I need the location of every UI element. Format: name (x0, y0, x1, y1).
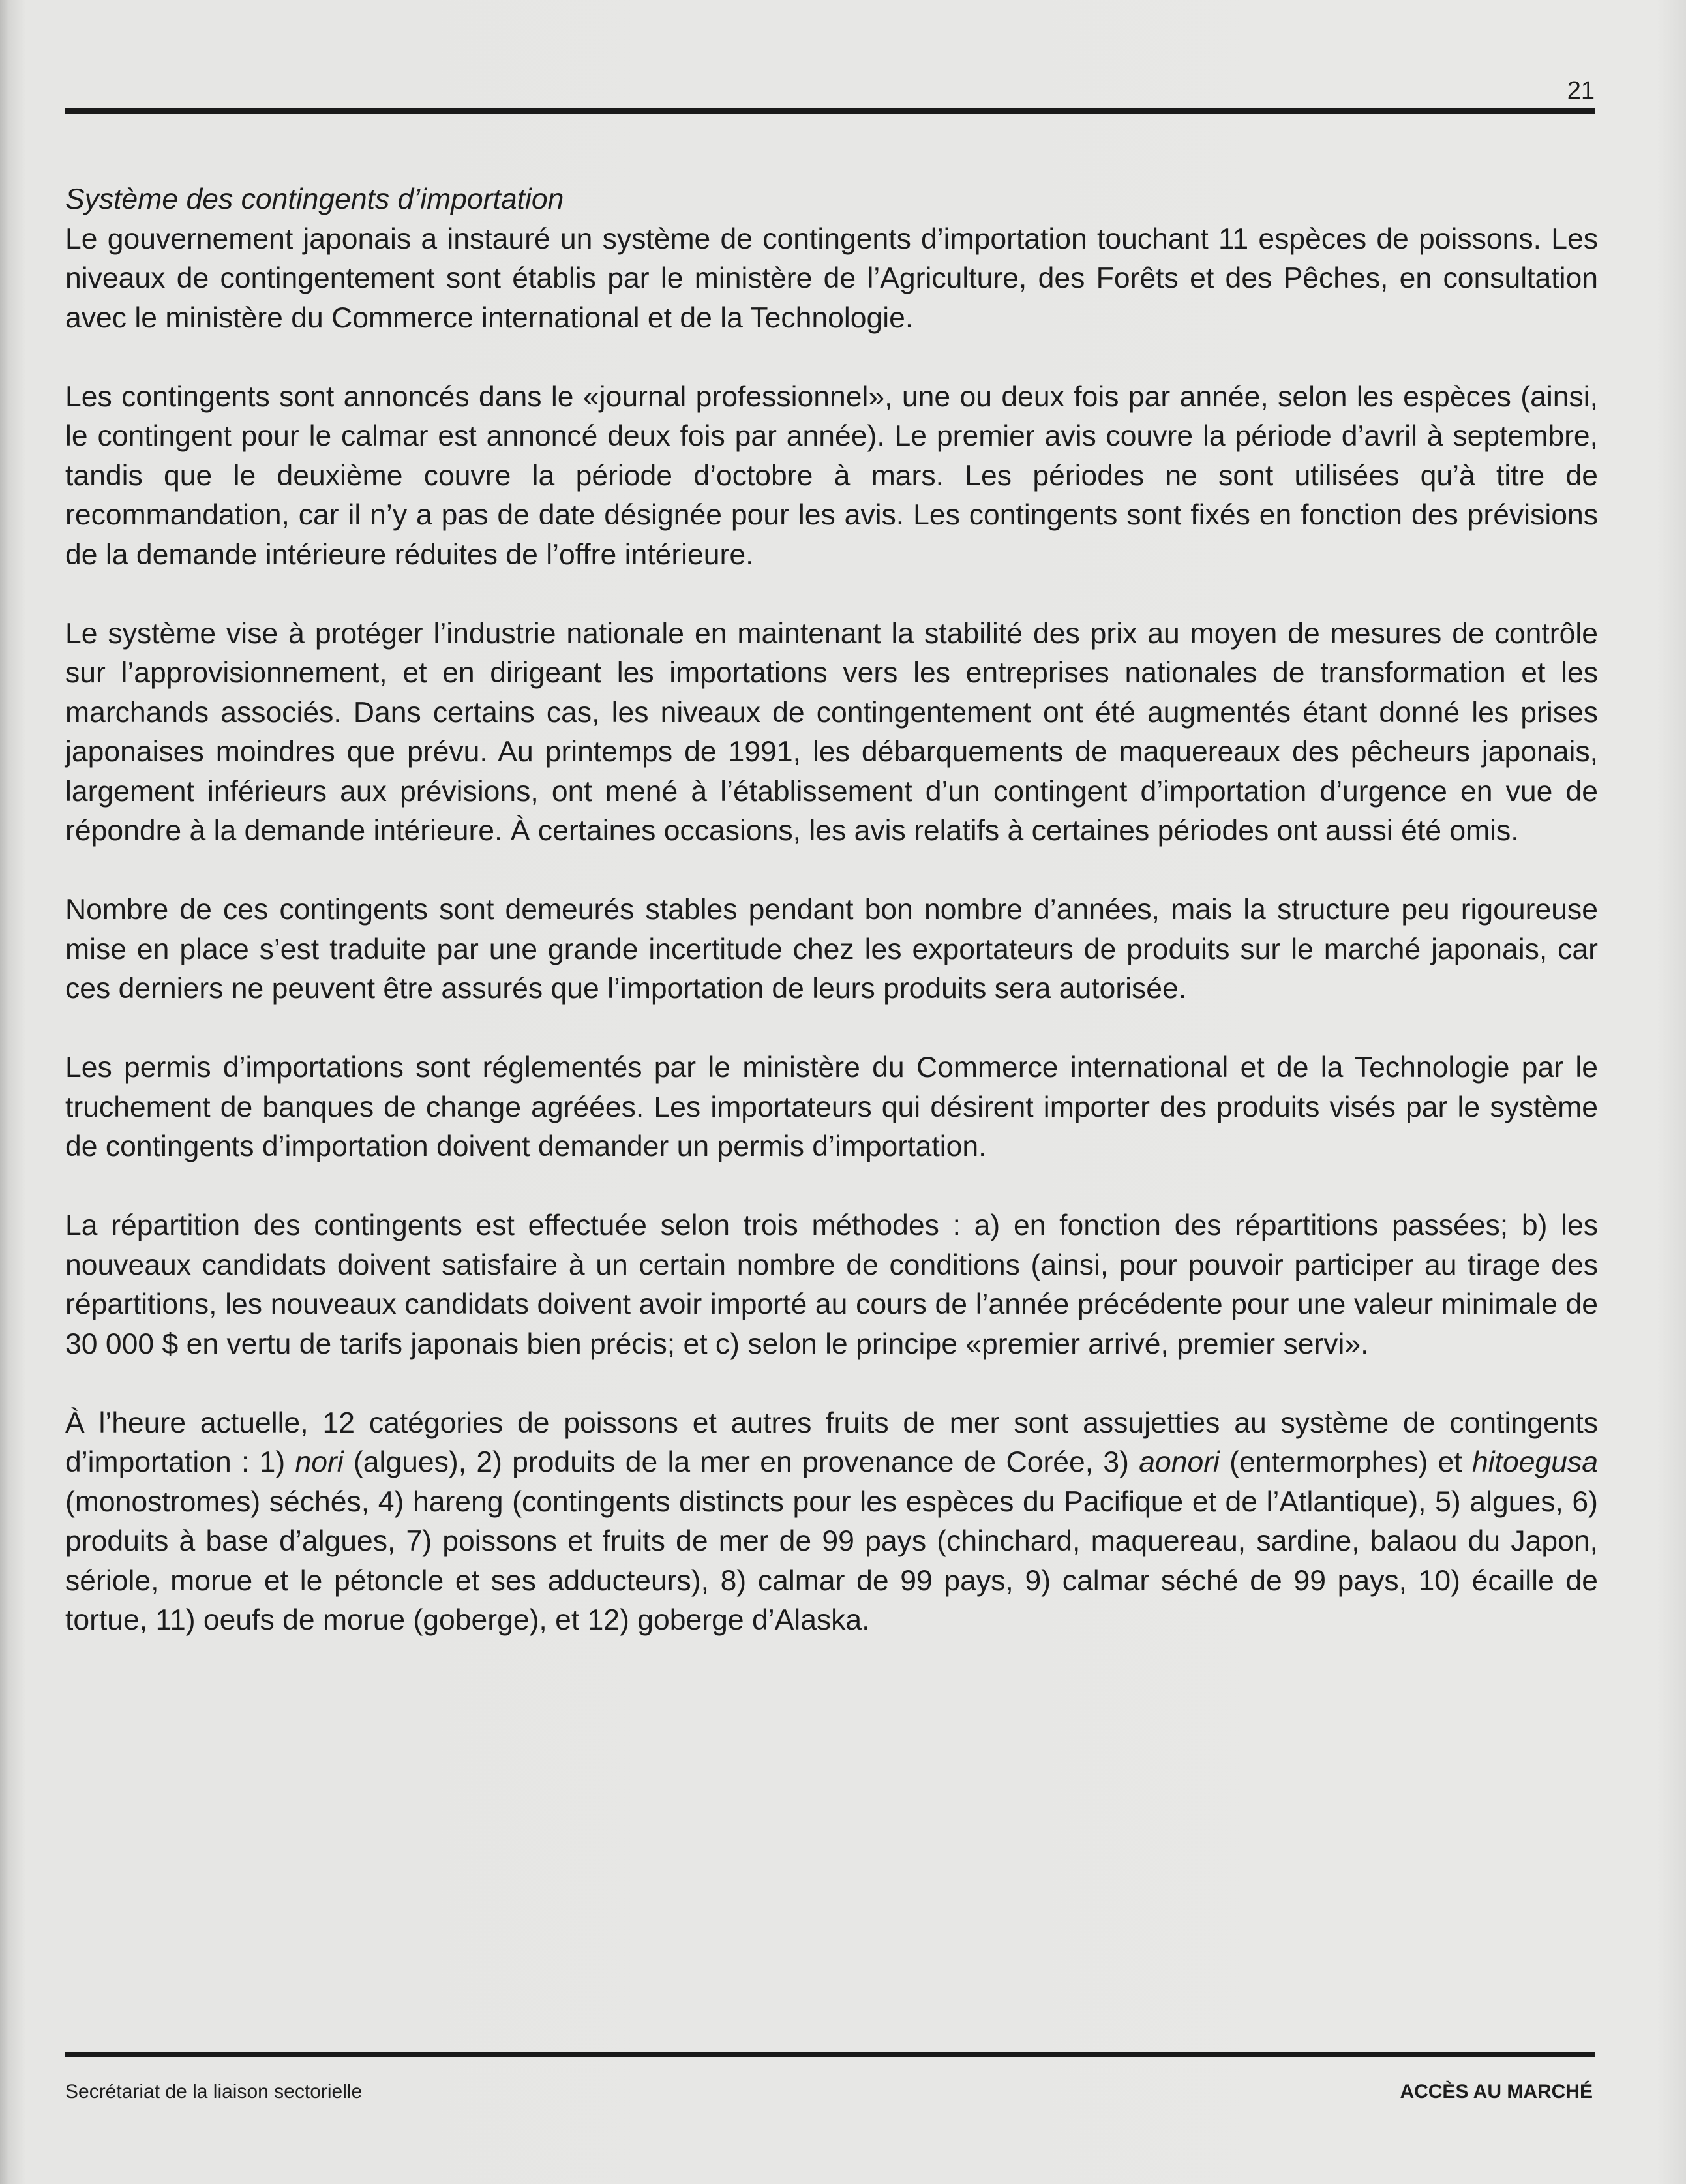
paragraph-quota-system: Le gouvernement japonais a instauré un système de contingents d’importation touchant 11 espèces de poissons. Les niveaux de contingentement sont établis par le ministère de l’Agriculture, des Forêts et des Pêches, en consultation avec le ministère du Commerce international et de la Technologie. (65, 222, 1598, 334)
categories-text-3: (entermorphes) et (1219, 1446, 1472, 1478)
paragraph-system-purpose: Le système vise à protéger l’industrie nationale en maintenant la stabilité des prix au moyen de mesures de contrôle sur l’approvisionnement, et en dirigeant les importations vers les entreprises nationales de transformation et les marchands associés. Dans certains cas, les niveaux de contingentement ont été augmentés étant donné les prises japonaises moindres que prévu. Au printemps de 1991, les débarquements de maquereaux des pêcheurs japonais, largement inférieurs aux prévisions, ont mené à l’établissement d’un contingent d’importation d’urgence en vue de répondre à la demande intérieure. À certaines occasions, les avis relatifs à certaines périodes ont aussi été omis. (65, 617, 1598, 847)
categories-text-1: À l’heure actuelle, 12 catégories de poissons et autres fruits de mer sont assujetties au système de contingents d’importation : 1) (65, 1406, 1598, 1478)
term-hitoegusa: hitoegusa (1472, 1446, 1598, 1478)
paragraph-announcements: Les contingents sont annoncés dans le «journal professionnel», une ou deux fois par année, selon les espèces (ainsi, le contingent pour le calmar est annoncé deux fois par année). Le premier avis couvre la période d’avril à septembre, tandis que le deuxième couvre la période d’octobre à mars. Les périodes ne sont utilisées qu’à titre de recommandation, car il n’y a pas de date désignée pour les avis. Les contingents sont fixés en fonction des prévisions de la demande intérieure réduites de l’offre intérieure. (65, 380, 1598, 571)
categories-text-4: (monostromes) séchés, 4) hareng (contingents distincts pour les espèces du Pacifique et de l’Atlantique), 5) algues, 6) produits à base d’algues, 7) poissons et fruits de mer de 99 pays (chinchard, maquereau, sardine, balaou du Japon, sériole, morue et le pétoncle et ses adducteurs), 8) calmar de 99 pays, 9) calmar séché de 99 pays, 10) écaille de tortue, 11) oeufs de morue (goberge), et 12) goberge d’Alaska. (65, 1485, 1598, 1636)
page-number: 21 (1567, 77, 1595, 104)
paragraph-import-permits: Les permis d’importations sont réglementés par le ministère du Commerce international et de la Technologie par le truchement de banques de change agréées. Les importateurs qui désirent importer des produits visés par le système de contingents d’importation doivent demander un permis d’importation. (65, 1052, 1598, 1162)
paragraph-categories (65, 1404, 1598, 1641)
term-nori: nori (295, 1446, 344, 1478)
footer-rule (65, 2052, 1595, 2057)
footer-organization: Secrétariat de la liaison sectorielle (65, 2081, 363, 2102)
footer-section-title: ACCÈS AU MARCHÉ (1400, 2081, 1593, 2102)
header-rule (65, 108, 1595, 114)
categories-text-2: (algues), 2) produits de la mer en provenance de Corée, 3) (343, 1446, 1139, 1478)
section-title: Système des contingents d’importation (65, 183, 564, 215)
term-aonori: aonori (1139, 1446, 1220, 1478)
paragraph-quota-allocation: La répartition des contingents est effectuée selon trois méthodes : a) en fonction des répartitions passées; b) les nouveaux candidats doivent satisfaire à un certain nombre de conditions (ainsi, pour pouvoir participer au tirage des répartitions, les nouveaux candidats doivent avoir importé au cours de l’année précédente pour une valeur minimale de 30 000 $ en vertu de tarifs japonais bien précis; et c) selon le principe «premier arrivé, premier servi». (65, 1209, 1598, 1360)
paragraph-uncertainty: Nombre de ces contingents sont demeurés stables pendant bon nombre d’années, mais la structure peu rigoureuse mise en place s’est traduite par une grande incertitude chez les exportateurs de produits sur le marché japonais, car ces derniers ne peuvent être assurés que l’importation de leurs produits sera autorisée. (65, 894, 1598, 1005)
main-content (65, 180, 1598, 1641)
